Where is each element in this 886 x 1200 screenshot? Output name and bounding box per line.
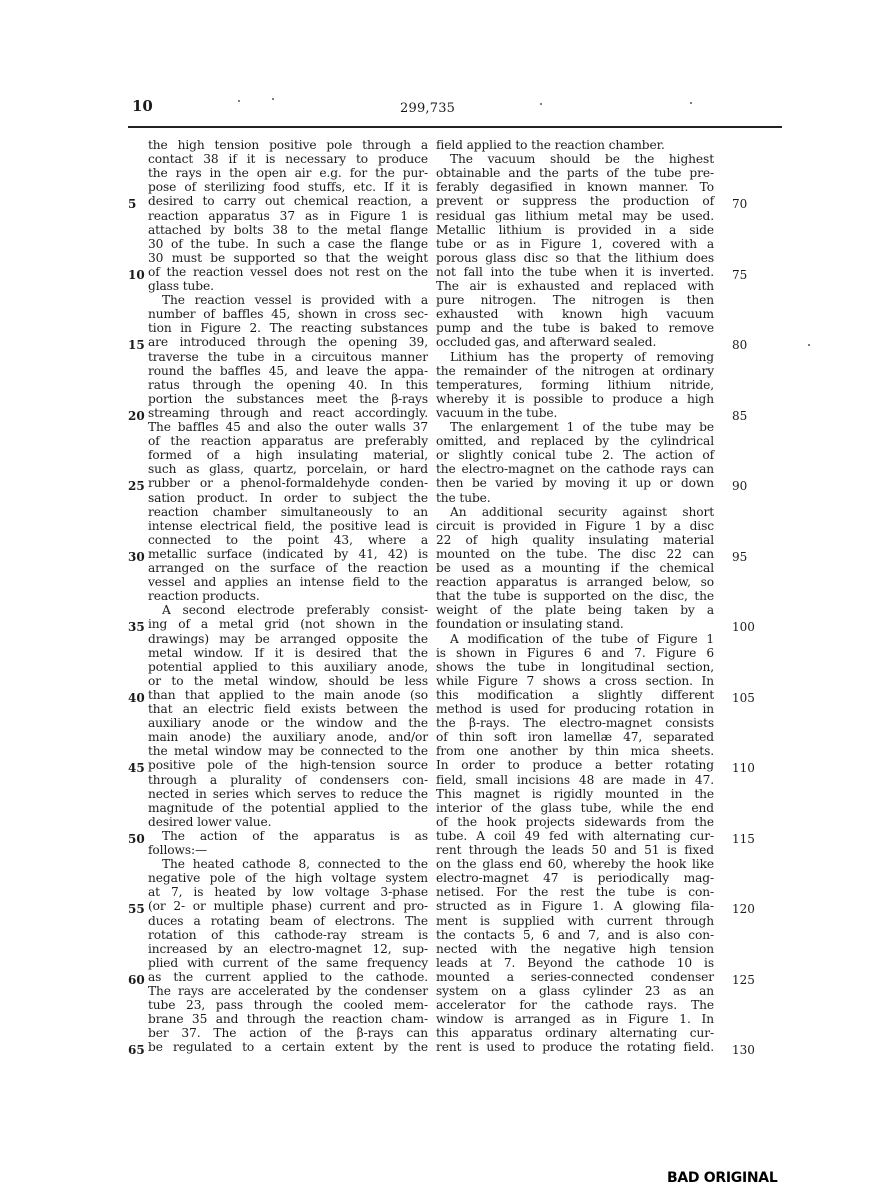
text-line: is shown in Figures 6 and 7. Figure 6 [436,645,714,660]
scan-speck [540,103,542,105]
text-line: duces a rotating beam of electrons. The [148,913,428,928]
text-line: arranged on the surface of the reaction [148,561,428,575]
line-number: 30 [128,549,145,564]
text-line: than that applied to the main anode (so [148,687,428,702]
text-line: reaction chamber simultaneously to an [148,504,428,519]
text-line: The reaction vessel is provided with a [162,293,428,308]
scan-speck [272,98,274,100]
line-number: 105 [732,690,755,705]
text-line: follows:— [148,843,208,857]
text-line: occluded gas, and afterward sealed. [436,335,657,350]
text-line: The action of the apparatus is as [162,828,428,843]
scan-speck [690,102,692,104]
text-line: The air is exhausted and replaced with [436,279,714,293]
text-line: porous glass disc so that the lithium does [436,250,714,265]
text-line: 30 must be supported so that the weight [148,250,428,265]
text-line: or to the metal window, should be less [148,673,428,688]
page-number: 10 [132,97,153,115]
text-line: plied with current of the same frequency [148,955,428,970]
line-number: 50 [128,831,145,846]
text-line: exhausted with known high vacuum [436,307,714,322]
header-rule [128,126,782,128]
patent-number: 299,735 [400,101,456,116]
text-line: auxiliary anode or the window and the [148,716,428,731]
text-line: this apparatus ordinary alternating cur- [436,1026,714,1041]
text-line: reaction apparatus is arranged below, so [436,575,714,590]
text-line: system on a glass cylinder 23 as an [436,984,714,998]
text-line: the contacts 5, 6 and 7, and is also con- [436,927,714,942]
text-line: (or 2- or multiple phase) current and pro- [148,899,428,914]
text-line: whereby it is possible to produce a high [436,391,714,406]
scan-speck [238,100,240,102]
text-line: the tube. [436,490,491,505]
text-line: on the glass end 60, whereby the hook like [436,857,714,872]
text-line: at 7, is heated by low voltage 3-phase [148,885,428,900]
text-line: contact 38 if it is necessary to produce [148,152,428,167]
text-line: or slightly conical tube 2. The action of [436,448,714,463]
text-line: from one another by thin mica sheets. [436,744,714,759]
line-number: 70 [732,197,748,212]
text-line: increased by an electro-magnet 12, sup- [148,941,428,956]
text-line: not fall into the tube when it is inverted. [436,264,714,279]
text-line: A second electrode preferably consist- [162,603,428,618]
line-number: 40 [128,690,145,705]
text-line: reaction products. [148,589,260,604]
text-line: rubber or a phenol-formaldehyde conden- [148,476,428,491]
text-line: ratus through the opening 40. In this [148,377,428,392]
text-line: sation product. In order to subject the [148,490,428,505]
text-line: An additional security against short [450,504,714,519]
line-number: 75 [732,267,748,282]
text-line: negative pole of the high voltage system [148,871,428,886]
text-line: the metal window may be connected to the [148,744,428,759]
text-line: method is used for producing rotation in [436,702,714,716]
text-line: The rays are accelerated by the condenser [148,984,428,998]
text-line: attached by bolts 38 to the metal flange [148,222,428,237]
text-line: are introduced through the opening 39, [148,335,428,350]
text-line: main anode) the auxiliary anode, and/or [148,730,428,745]
text-line: the high tension positive pole through a [148,138,428,152]
text-line: this modification a slightly different [436,687,714,702]
text-line: metallic surface (indicated by 41, 42) is [148,546,428,561]
text-line: structed as in Figure 1. A glowing fila- [436,899,714,914]
text-line: omitted, and replaced by the cylindrical [436,434,714,449]
text-line: netised. For the rest the tube is con- [436,885,714,900]
text-line: The baffles 45 and also the outer walls 37 [148,420,428,434]
text-line: be regulated to a certain extent by the [148,1040,428,1055]
text-line: tube. A coil 49 fed with alternating cur- [436,828,714,843]
text-line: vessel and applies an intense field to the [148,575,428,590]
text-line: through a plurality of condensers con- [148,772,428,787]
text-line: accelerator for the cathode rays. The [436,998,714,1013]
text-line: 30 of the tube. In such a case the flange [148,236,428,251]
text-line: desired to carry out chemical reaction, a [148,194,428,209]
text-line: reaction apparatus 37 as in Figure 1 is [148,208,428,223]
text-line: streaming through and react accordingly. [148,405,428,420]
line-number: 35 [128,620,145,635]
text-line: prevent or suppress the production of [436,194,714,209]
text-line: ber 37. The action of the β-rays can [148,1026,428,1041]
text-line: ment is supplied with current through [436,913,714,928]
text-line: the β-rays. The electro-magnet consists [436,716,714,731]
text-line: desired lower value. [148,814,272,829]
text-line: Metallic lithium is provided in a side [436,222,714,237]
text-line: positive pole of the high-tension source [148,758,428,773]
scan-speck [808,344,810,346]
line-number: 125 [732,972,755,987]
text-line: electro-magnet 47 is periodically mag- [436,871,714,886]
text-line: formed of a high insulating material, [148,448,428,463]
line-number: 10 [128,267,145,282]
text-line: circuit is provided in Figure 1 by a disc [436,518,714,533]
text-line: mounted a series-connected condenser [436,969,714,984]
line-number: 60 [128,972,145,987]
text-line: residual gas lithium metal may be used. [436,208,714,223]
line-number: 65 [128,1043,145,1058]
text-line: pose of sterilizing food stuffs, etc. If it is [148,180,428,195]
text-line: be used as a mounting if the chemical [436,561,714,575]
text-line: intense electrical field, the positive lead is [148,518,428,533]
text-line: pure nitrogen. The nitrogen is then [436,293,714,308]
text-line: rent through the leads 50 and 51 is fixed [436,843,714,857]
text-line: pump and the tube is baked to remove [436,321,714,336]
line-number: 80 [732,338,748,353]
text-line: the rays in the open air e.g. for the pur- [148,166,428,181]
text-line: This magnet is rigidly mounted in the [436,786,714,801]
text-line: temperatures, forming lithium nitride, [436,377,714,392]
text-line: The enlargement 1 of the tube may be [450,420,714,434]
text-line: ing of a metal grid (not shown in the [148,617,428,632]
text-line: field, small incisions 48 are made in 47. [436,772,714,787]
text-line: shows the tube in longitudinal section, [436,659,714,674]
line-number: 85 [732,408,748,423]
text-line: that the tube is supported on the disc, the [436,589,714,604]
text-line: vacuum in the tube. [436,405,558,420]
bad-original-stamp: BAD ORIGINAL [667,1170,778,1186]
text-line: window is arranged as in Figure 1. In [436,1012,714,1027]
text-line: while Figure 7 shows a cross section. In [436,673,714,688]
line-number: 25 [128,479,145,494]
line-number: 20 [128,408,145,423]
text-line: foundation or insulating stand. [436,617,624,632]
line-number: 115 [732,831,755,846]
text-line: nected with the negative high tension [436,941,714,956]
text-line: portion the substances meet the β-rays [148,391,428,406]
text-line: rotation of this cathode-ray stream is [148,927,428,942]
text-line: ferably degasified in known manner. To [436,180,714,195]
line-number: 45 [128,761,145,776]
text-line: glass tube. [148,279,214,293]
text-line: of the reaction apparatus are preferably [148,434,428,449]
text-line: that an electric field exists between the [148,702,428,716]
text-line: such as glass, quartz, porcelain, or hard [148,462,428,477]
text-line: rent is used to produce the rotating field. [436,1040,714,1055]
text-line: the remainder of the nitrogen at ordinary [436,363,714,378]
text-line: of thin soft iron lamellæ 47, separated [436,730,714,745]
line-number: 120 [732,902,755,917]
line-number: 90 [732,479,748,494]
text-line: potential applied to this auxiliary anode, [148,659,428,674]
text-line: obtainable and the parts of the tube pre- [436,166,714,181]
text-line: drawings) may be arranged opposite the [148,631,428,646]
text-line: nected in series which serves to reduce the [148,786,428,801]
text-line: tion in Figure 2. The reacting substances [148,321,428,336]
text-line: of the reaction vessel does not rest on the [148,264,428,279]
text-line: number of baffles 45, shown in cross sec- [148,307,428,322]
line-number: 55 [128,902,145,917]
line-number: 110 [732,761,755,776]
line-number: 15 [128,338,145,353]
text-line: metal window. If it is desired that the [148,645,428,660]
text-line: brane 35 and through the reaction cham- [148,1012,428,1027]
text-line: traverse the tube in a circuitous manner [148,349,428,364]
text-line: The heated cathode 8, connected to the [162,857,428,872]
text-line: A modification of the tube of Figure 1 [450,631,714,646]
text-line: the electro-magnet on the cathode rays can [436,462,714,477]
text-line: interior of the glass tube, while the end [436,800,714,815]
text-line: field applied to the reaction chamber. [436,138,665,152]
text-line: weight of the plate being taken by a [436,603,714,618]
text-line: of the hook projects sidewards from the [436,814,714,829]
text-line: connected to the point 43, where a [148,532,428,547]
text-line: The vacuum should be the highest [450,152,714,167]
text-line: tube 23, pass through the cooled mem- [148,998,428,1013]
line-number: 130 [732,1043,755,1058]
line-number: 5 [128,197,137,212]
text-line: 22 of high quality insulating material [436,532,714,547]
text-line: In order to produce a better rotating [436,758,714,773]
text-line: Lithium has the property of removing [450,349,714,364]
text-line: round the baffles 45, and leave the appa- [148,363,428,378]
text-line: as the current applied to the cathode. [148,969,428,984]
text-line: leads at 7. Beyond the cathode 10 is [436,955,714,970]
text-line: mounted on the tube. The disc 22 can [436,546,714,561]
line-number: 100 [732,620,755,635]
line-number: 95 [732,549,748,564]
text-line: then be varied by moving it up or down [436,476,714,491]
text-line: tube or as in Figure 1, covered with a [436,236,714,251]
text-line: magnitude of the potential applied to the [148,800,428,815]
